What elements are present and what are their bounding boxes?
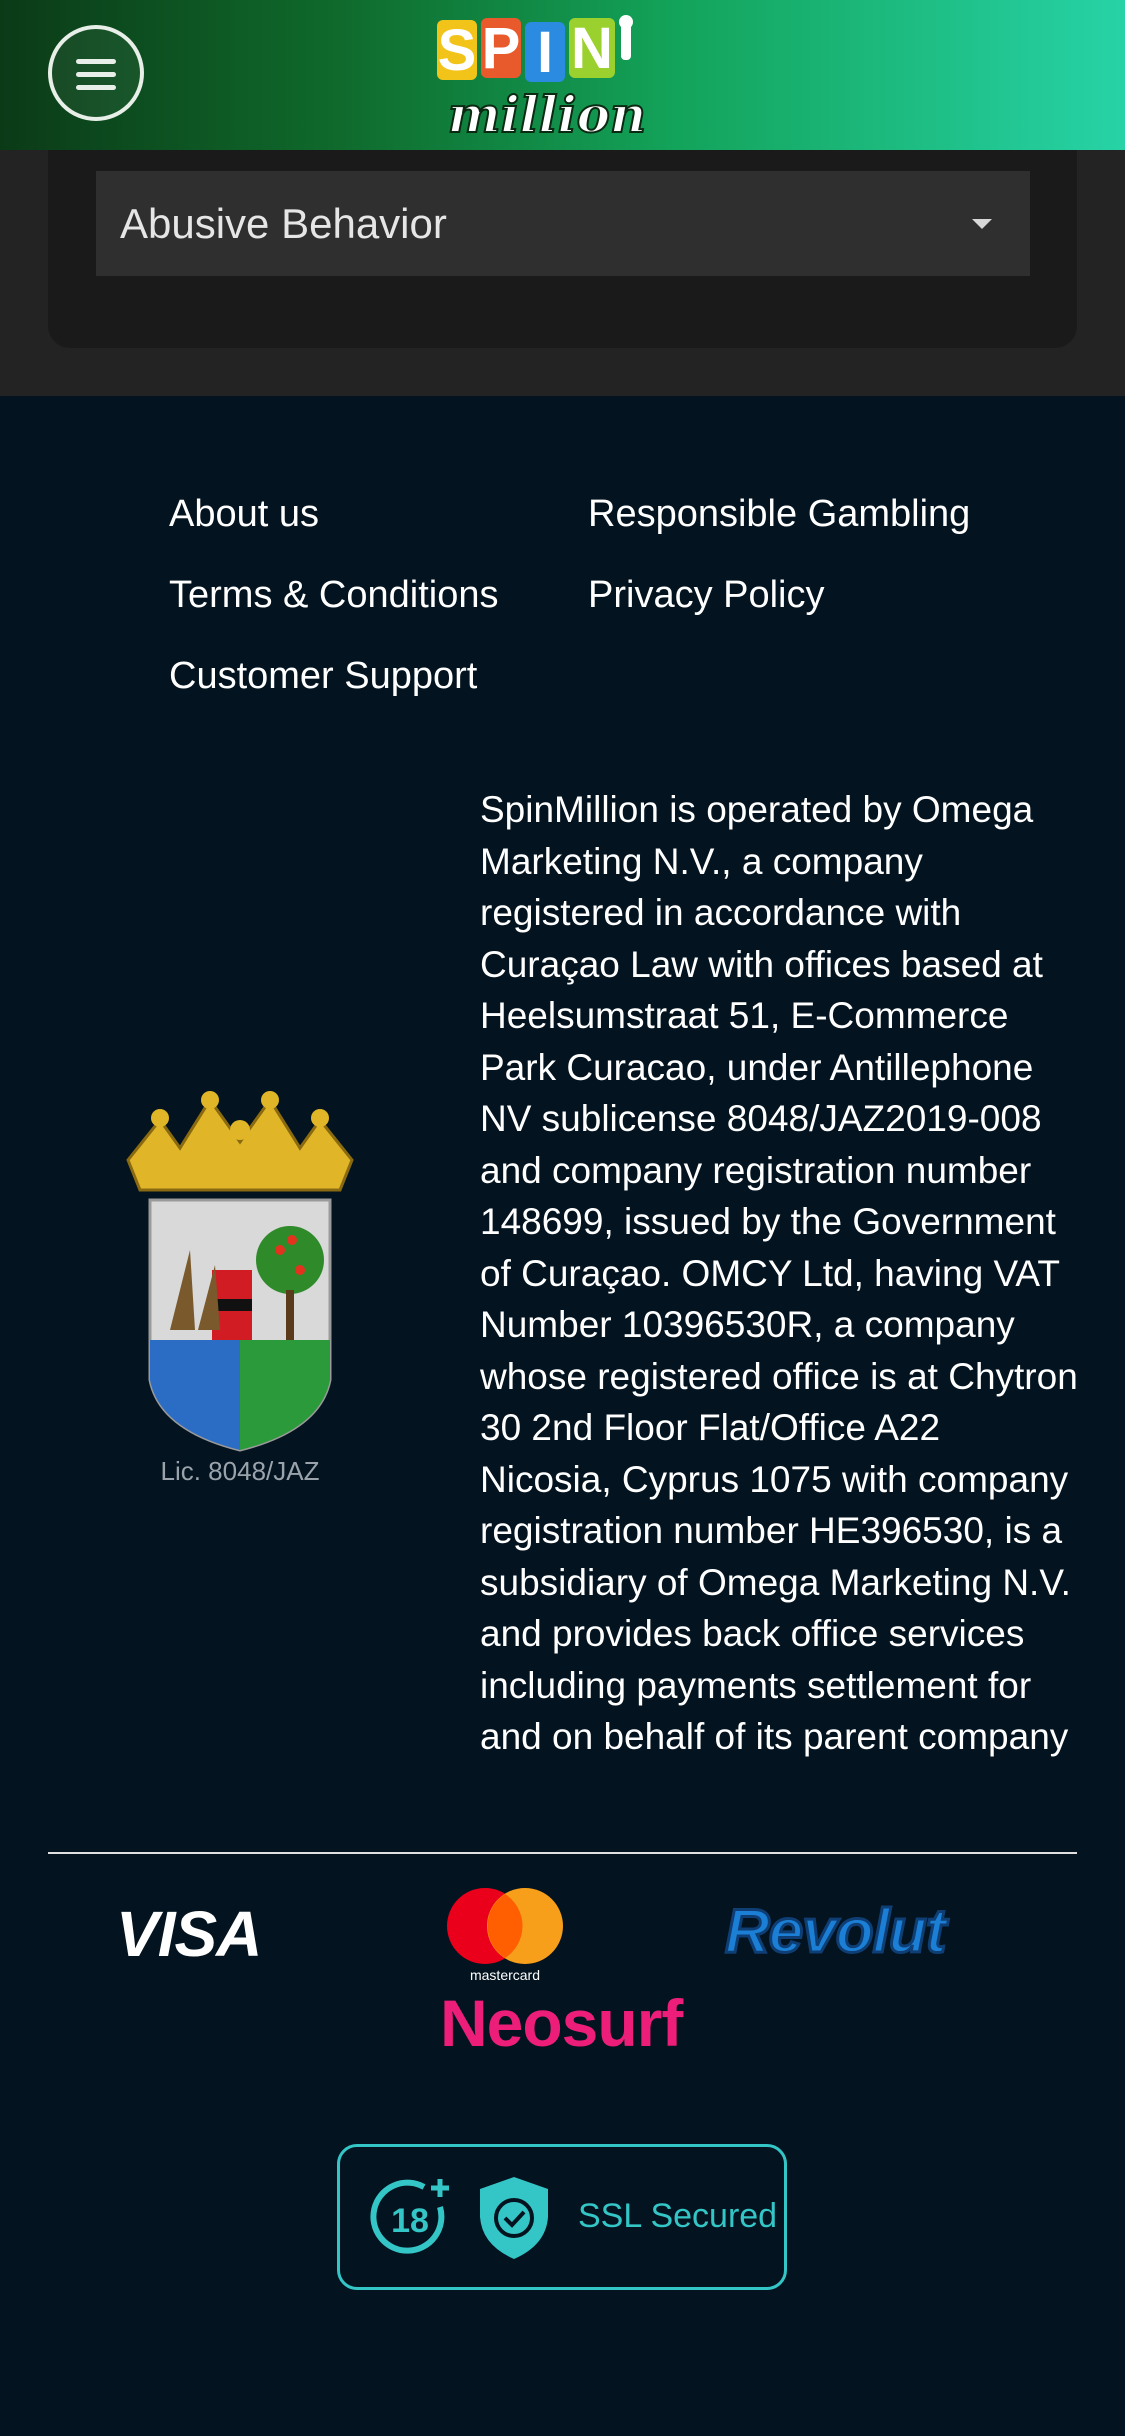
link-about-us[interactable]: About us	[169, 493, 319, 535]
menu-line	[76, 72, 116, 77]
license-text: SpinMillion is operated by Omega Marketing N.V., a company registered in accordance with Curaçao Law with offices based at Heelsumstraat 51, E-Commerce Park Curacao, under Antillephone NV sublicense 8048/JAZ2019-008 and company registration number 148699, issued by the Government of Curaçao. OMCY Ltd, having VAT Number 10396530R, a company whose registered office is at Chytron 30 2nd Floor Flat/Office A22 Nicosia, Cyprus 1075 with company registration number HE396530, is a subsidiary of Omega Marketing N.V. and provides back office services including payments settlement for and on behalf of its parent company	[480, 789, 1078, 1757]
hamburger-menu-icon[interactable]	[48, 25, 144, 121]
ssl-secured-label: SSL Secured	[578, 2197, 778, 2235]
link-responsible-gambling[interactable]: Responsible Gambling	[588, 493, 971, 535]
revolut-logo: Revolut	[725, 1897, 946, 1966]
age-18-plus-icon	[370, 2177, 454, 2261]
svg-text:million: million	[447, 85, 647, 144]
menu-line	[76, 85, 116, 90]
mastercard-logo	[440, 1884, 570, 1984]
footer-divider	[48, 1852, 1077, 1854]
svg-text:mastercard: mastercard	[469, 1967, 541, 1983]
top-header	[0, 0, 1125, 150]
reason-select[interactable]	[96, 171, 1030, 276]
shield-check-icon	[474, 2173, 554, 2263]
curacao-license-seal-icon[interactable]	[120, 1090, 360, 1490]
visa-logo: VISA	[116, 1898, 262, 1970]
svg-text:Lic. 8048/JAZ: Lic. 8048/JAZ	[160, 1456, 320, 1486]
report-card	[48, 150, 1077, 348]
reason-select-value: Abusive Behavior	[120, 199, 447, 247]
trust-badge	[337, 2144, 787, 2290]
neosurf-logo: Neosurf	[440, 1986, 683, 2060]
link-terms-conditions[interactable]: Terms & Conditions	[169, 574, 499, 616]
menu-line	[76, 59, 116, 64]
svg-text:P: P	[481, 16, 521, 81]
link-privacy-policy[interactable]: Privacy Policy	[588, 574, 825, 616]
spinmillion-logo[interactable]	[435, 14, 695, 144]
chevron-down-icon	[972, 219, 992, 229]
report-section	[0, 150, 1125, 396]
svg-text:I: I	[536, 20, 554, 85]
svg-text:N: N	[571, 16, 613, 81]
svg-text:S: S	[437, 18, 477, 83]
link-customer-support[interactable]: Customer Support	[169, 655, 478, 697]
svg-text:18: 18	[391, 2202, 429, 2240]
